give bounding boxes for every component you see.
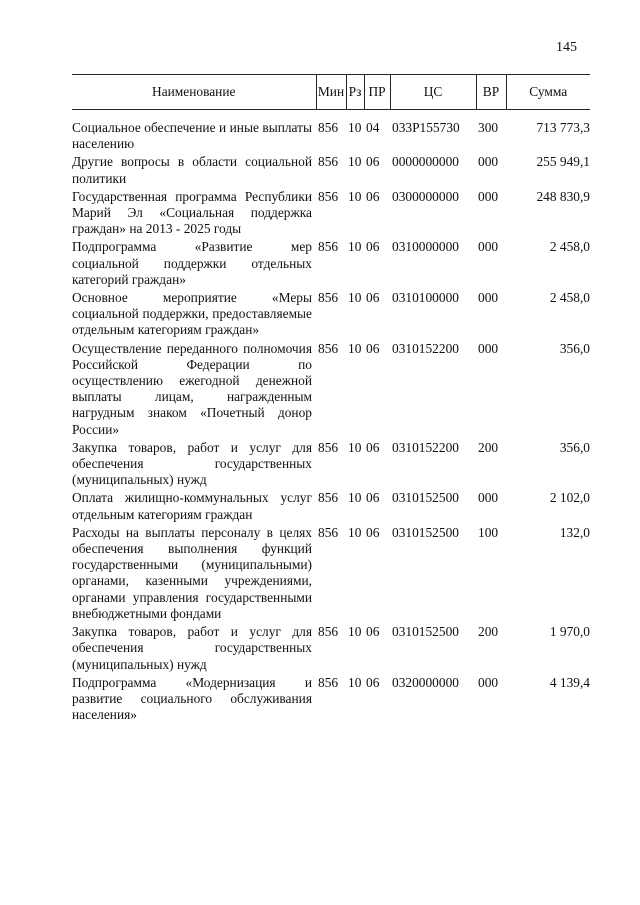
row-min: 856 (318, 154, 339, 170)
row-name: Закупка товаров, работ и услуг для обеспечения государственных (муниципальных) нужд (72, 624, 312, 672)
table-row (72, 120, 590, 154)
header-cs: ЦС (390, 75, 476, 110)
row-name: Осуществление переданного полномочия Российской Федерации по осуществлению ежегодной денежной выплаты лицам, награжденным нагрудным знаком «Почетный донор России» (72, 340, 312, 437)
row-sum: 2 458,0 (549, 239, 590, 255)
table-row (72, 440, 590, 491)
row-pr: 06 (366, 439, 380, 455)
table-row (72, 490, 590, 524)
row-cs: 0310100000 (392, 290, 459, 306)
row-sum: 248 830,9 (536, 188, 590, 204)
row-name: Подпрограмма «Развитие мер социальной поддержки отдельных категорий граждан» (72, 239, 312, 287)
row-rz: 10 (348, 490, 362, 506)
row-rz: 10 (348, 188, 362, 204)
table-row (72, 239, 590, 290)
row-cs: 0320000000 (392, 674, 459, 690)
row-cs: 0310152200 (392, 439, 459, 455)
row-min: 856 (318, 439, 339, 455)
row-min: 856 (318, 490, 339, 506)
row-cs: 0310152500 (392, 490, 459, 506)
row-rz: 10 (348, 154, 362, 170)
table-row (72, 341, 590, 440)
row-cs: 0300000000 (392, 188, 459, 204)
row-sum: 132,0 (559, 524, 590, 540)
row-vr: 000 (478, 188, 499, 204)
row-rz: 10 (348, 524, 362, 540)
row-rz: 10 (348, 439, 362, 455)
row-sum: 255 949,1 (536, 154, 590, 170)
row-sum: 1 970,0 (549, 624, 590, 640)
row-sum: 2 458,0 (549, 290, 590, 306)
row-min: 856 (318, 120, 339, 135)
header-name: Наименование (72, 75, 316, 110)
row-pr: 06 (366, 674, 380, 690)
row-pr: 06 (366, 188, 380, 204)
table-row (72, 290, 590, 341)
table-row (72, 624, 590, 675)
row-min: 856 (318, 188, 339, 204)
table-row (72, 189, 590, 240)
row-min: 856 (318, 624, 339, 640)
row-name: Расходы на выплаты персоналу в целях обеспечения выполнения функций государственными (муниципальными) органами, казенными учреждениями, органами управления государственными внебюджетными фондами (72, 524, 312, 621)
row-vr: 000 (478, 674, 499, 690)
row-pr: 06 (366, 624, 380, 640)
row-rz: 10 (348, 340, 362, 356)
row-vr: 000 (478, 239, 499, 255)
row-pr: 06 (366, 340, 380, 356)
row-vr: 000 (478, 340, 499, 356)
row-rz: 10 (348, 120, 362, 135)
row-name: Основное мероприятие «Меры социальной поддержки, предоставляемые отдельным категориям граждан» (72, 290, 312, 338)
row-vr: 200 (478, 439, 499, 455)
row-pr: 04 (366, 120, 380, 135)
row-name: Социальное обеспечение и иные выплаты населению (72, 120, 312, 152)
table-row (72, 525, 590, 624)
row-sum: 713 773,3 (536, 120, 590, 135)
row-min: 856 (318, 340, 339, 356)
row-sum: 2 102,0 (549, 490, 590, 506)
budget-table (72, 74, 590, 725)
row-vr: 300 (478, 120, 499, 135)
row-name: Подпрограмма «Модернизация и развитие социального обслуживания населения» (72, 674, 312, 723)
row-name: Другие вопросы в области социальной политики (72, 154, 312, 186)
table-header (72, 75, 590, 110)
row-pr: 06 (366, 490, 380, 506)
row-vr: 000 (478, 290, 499, 306)
page-number: 145 (556, 40, 577, 55)
row-pr: 06 (366, 154, 380, 170)
header-sum: Сумма (506, 75, 590, 110)
row-name: Закупка товаров, работ и услуг для обеспечения государственных (муниципальных) нужд (72, 439, 312, 488)
table-body (72, 110, 590, 726)
row-vr: 100 (478, 524, 499, 540)
row-rz: 10 (348, 674, 362, 690)
row-name: Оплата жилищно-коммунальных услуг отдельным категориям граждан (72, 490, 312, 522)
row-rz: 10 (348, 624, 362, 640)
row-rz: 10 (348, 290, 362, 306)
table-row (72, 675, 590, 726)
table-row (72, 154, 590, 188)
row-cs: 0310000000 (392, 239, 459, 255)
header-min: Мин (316, 75, 346, 110)
row-cs: 0000000000 (392, 154, 459, 170)
row-vr: 000 (478, 490, 499, 506)
row-cs: 0310152500 (392, 524, 459, 540)
row-cs: 033Р155730 (392, 120, 460, 135)
row-name: Государственная программа Республики Марий Эл «Социальная поддержка граждан» на 2013 - 2025 годы (72, 188, 312, 237)
row-min: 856 (318, 290, 339, 306)
row-vr: 000 (478, 154, 499, 170)
row-cs: 0310152200 (392, 340, 459, 356)
row-sum: 356,0 (559, 439, 590, 455)
row-min: 856 (318, 239, 339, 255)
row-min: 856 (318, 524, 339, 540)
row-rz: 10 (348, 239, 362, 255)
row-pr: 06 (366, 524, 380, 540)
header-rz: Рз (346, 75, 364, 110)
header-vr: ВР (476, 75, 506, 110)
row-pr: 06 (366, 239, 380, 255)
row-cs: 0310152500 (392, 624, 459, 640)
row-sum: 4 139,4 (549, 674, 590, 690)
row-vr: 200 (478, 624, 499, 640)
row-min: 856 (318, 674, 339, 690)
row-sum: 356,0 (559, 340, 590, 356)
row-pr: 06 (366, 290, 380, 306)
header-pr: ПР (364, 75, 390, 110)
